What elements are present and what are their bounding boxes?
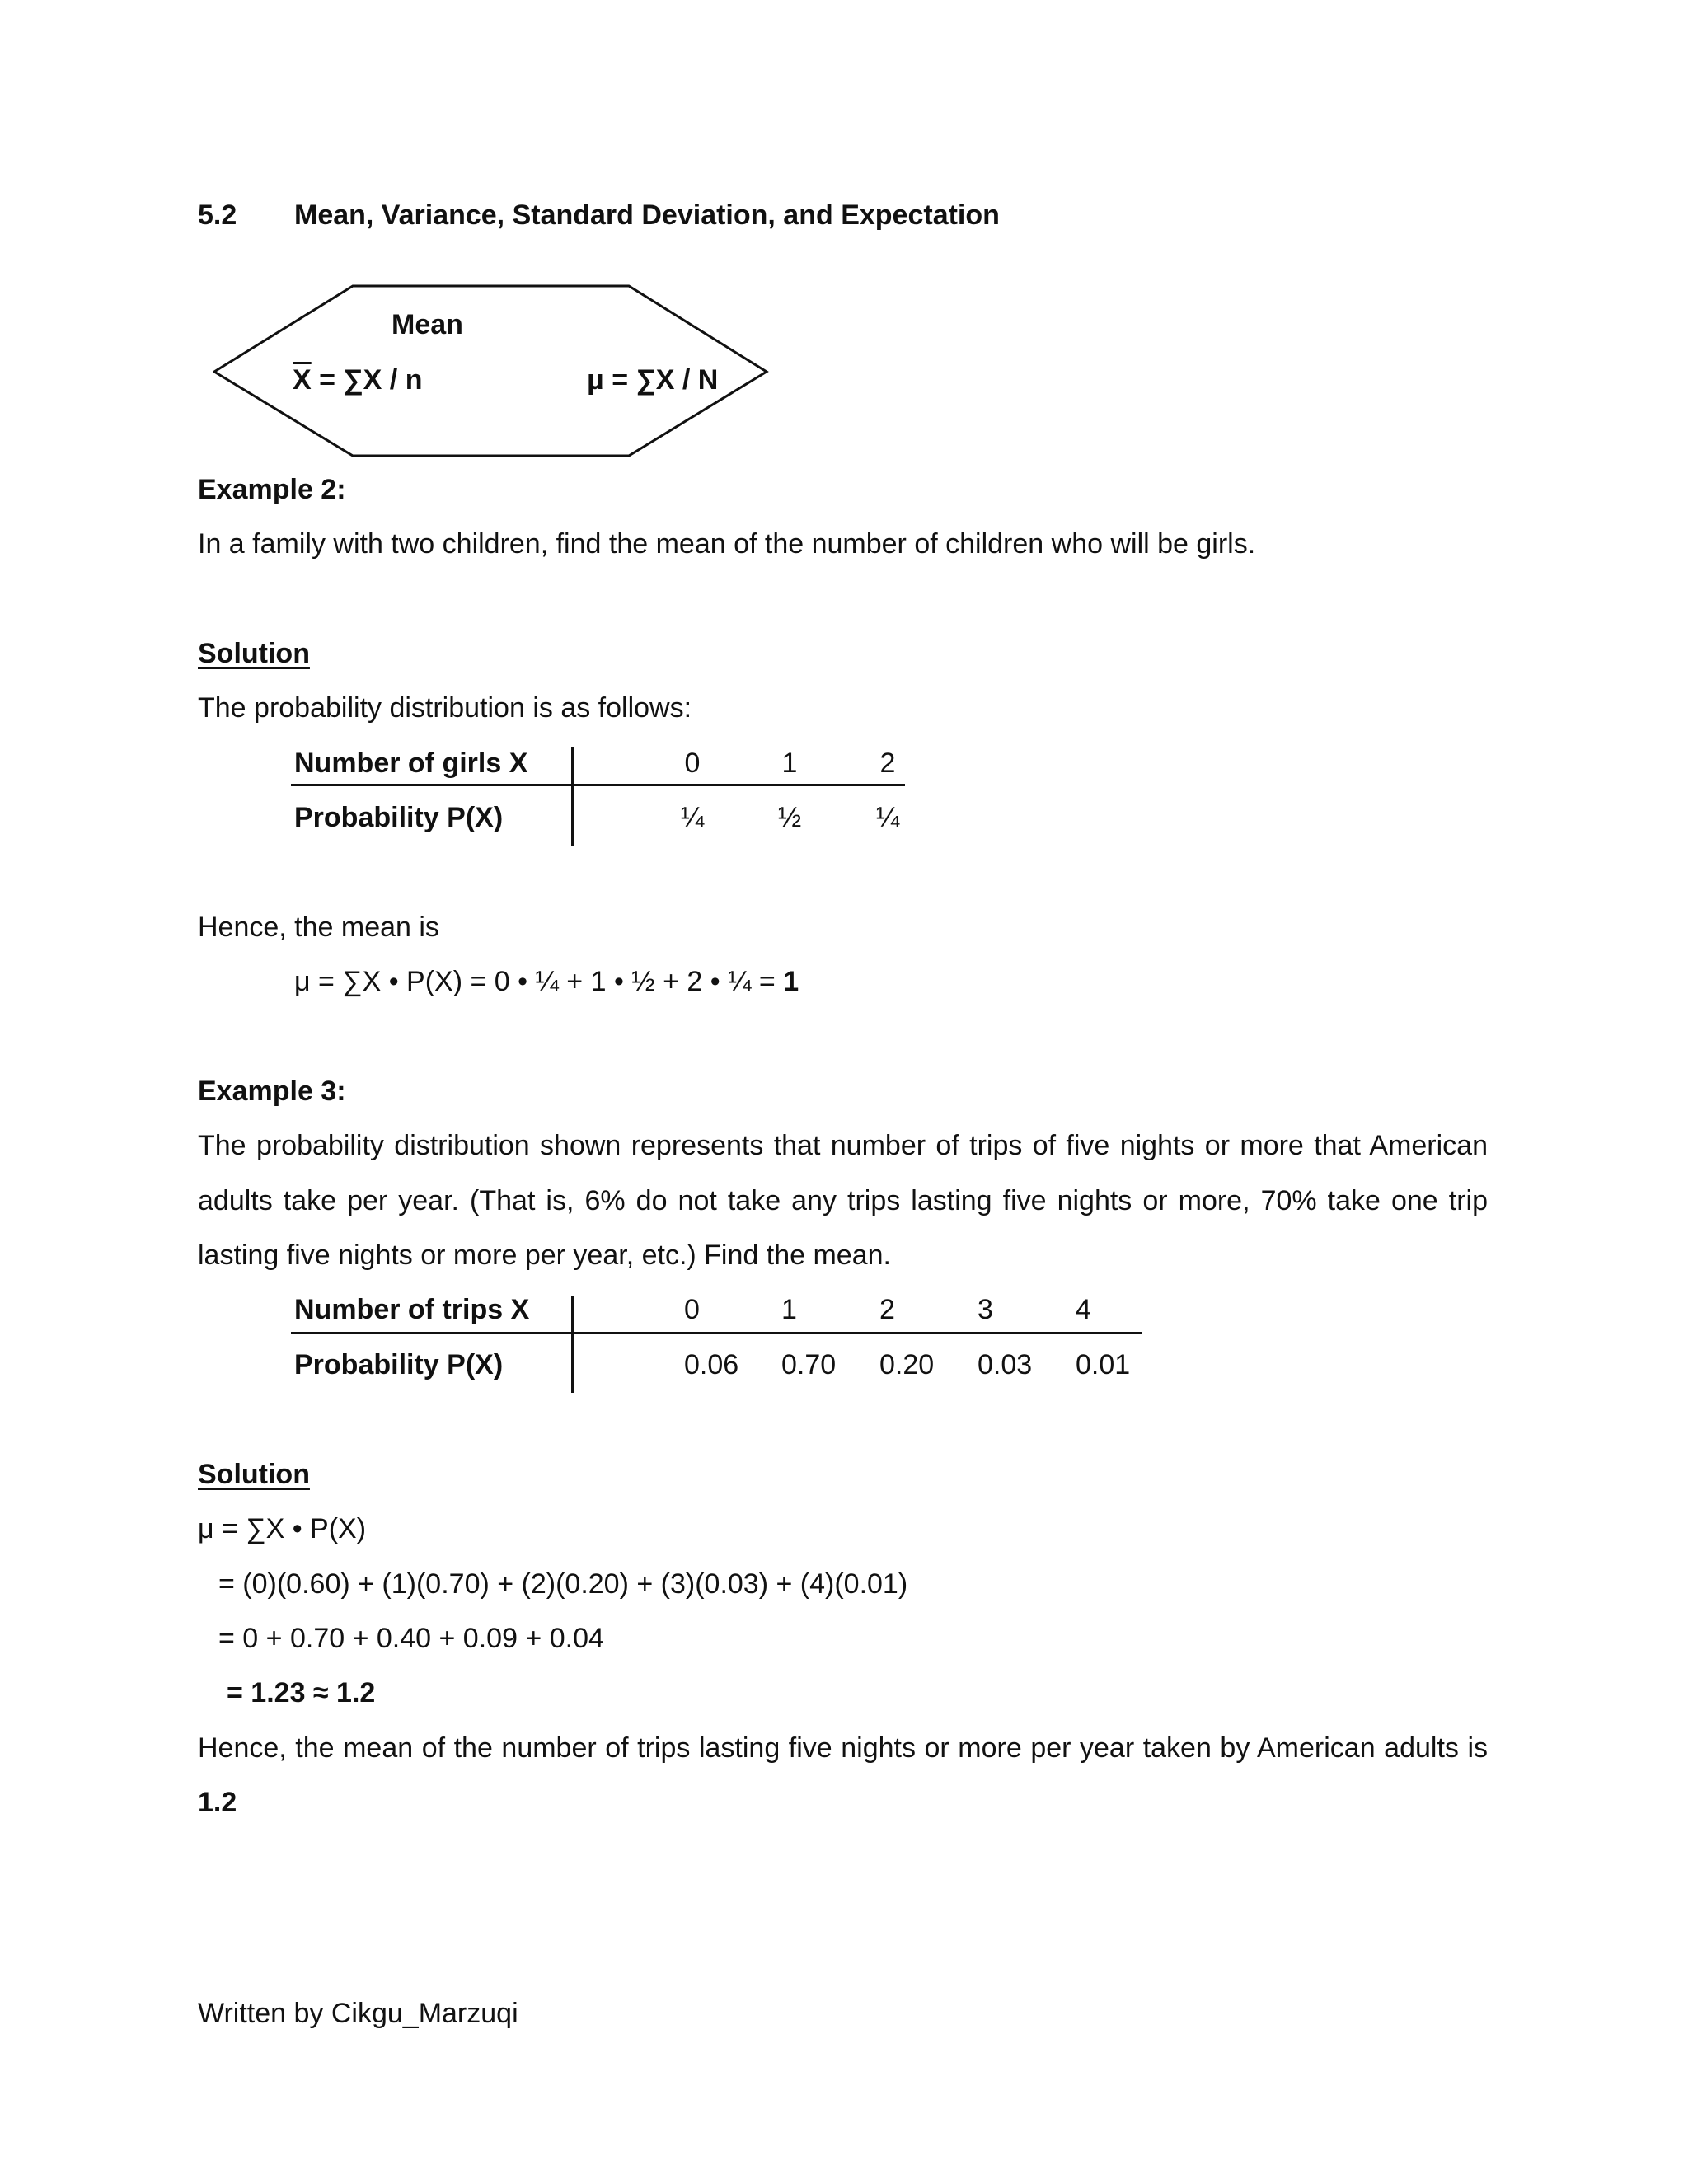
example3-heading: Example 3:: [198, 1076, 346, 1107]
table-divider-vertical: [571, 1296, 574, 1393]
table-cell: 2: [879, 1294, 895, 1325]
example3-paragraph-line: The probability distribution shown represents that number of trips of five nights or more that American: [198, 1130, 1488, 1161]
example3-conclusion: Hence, the mean of the number of trips lasting five nights or more per year taken by American adults is: [198, 1732, 1488, 1764]
example2-hence: Hence, the mean is: [198, 912, 439, 943]
table-cell: 0: [684, 1294, 700, 1325]
table-row-label: Probability P(X): [294, 1349, 504, 1380]
example3-paragraph-line: lasting five nights or more per year, etc.) Find the mean.: [198, 1240, 891, 1271]
table-cell: 1: [781, 748, 798, 779]
table-cell: 3: [978, 1294, 993, 1325]
table-divider-horizontal: [291, 1332, 1142, 1334]
sample-mean-formula: $\overline{X} = \sum X / n$: [293, 364, 423, 396]
example3-solution-heading: Solution: [198, 1459, 310, 1490]
table-cell: ¼: [680, 802, 705, 833]
example2-formula: μ = ∑X • P(X) = 0 • ¼ + 1 • ½ + 2 • ¼ = 1: [294, 966, 799, 997]
table-cell: 4: [1076, 1294, 1091, 1325]
mean-heading: Mean: [392, 309, 463, 340]
solution-result: = 1.23 ≈ 1.2: [227, 1677, 376, 1708]
example2-heading: Example 2:: [198, 474, 346, 505]
table-cell: 0.01: [1076, 1349, 1131, 1380]
solution-step: = (0)(0.60) + (1)(0.70) + (2)(0.20) + (3)(0.03) + (4)(0.01): [218, 1568, 908, 1600]
example3-paragraph-line: adults take per year. (That is, 6% do not take any trips lasting five nights or more, 70% take one trip: [198, 1185, 1488, 1216]
table-cell: 0.03: [978, 1349, 1033, 1380]
footer-author: Written by Cikgu_Marzuqi: [198, 1998, 518, 2029]
example2-solution-heading: Solution: [198, 638, 310, 669]
example2-intro: The probability distribution is as follows:: [198, 692, 692, 724]
table-row-label: Probability P(X): [294, 802, 504, 833]
solution-step: = 0 + 0.70 + 0.40 + 0.09 + 0.04: [218, 1623, 604, 1654]
population-mean-formula: μ = ∑X / N: [587, 364, 719, 396]
table-cell: 0.06: [684, 1349, 739, 1380]
table-cell: 0.20: [879, 1349, 935, 1380]
table-row-label: Number of trips X: [294, 1294, 530, 1325]
table-cell: 0.70: [781, 1349, 837, 1380]
table-cell: ½: [777, 802, 802, 833]
section-number: 5.2: [198, 199, 237, 231]
table-divider-horizontal: [291, 784, 905, 786]
solution-step: μ = ∑X • P(X): [198, 1513, 367, 1544]
table-cell: 2: [879, 748, 896, 779]
table-cell: 1: [781, 1294, 797, 1325]
table-cell: ¼: [875, 802, 900, 833]
table-cell: 0: [684, 748, 701, 779]
example3-answer: 1.2: [198, 1787, 237, 1818]
section-title: Mean, Variance, Standard Deviation, and Expectation: [294, 199, 1000, 231]
example2-question: In a family with two children, find the mean of the number of children who will be girls.: [198, 528, 1256, 560]
table-divider-vertical: [571, 747, 574, 846]
table-row-label: Number of girls X: [294, 748, 528, 779]
